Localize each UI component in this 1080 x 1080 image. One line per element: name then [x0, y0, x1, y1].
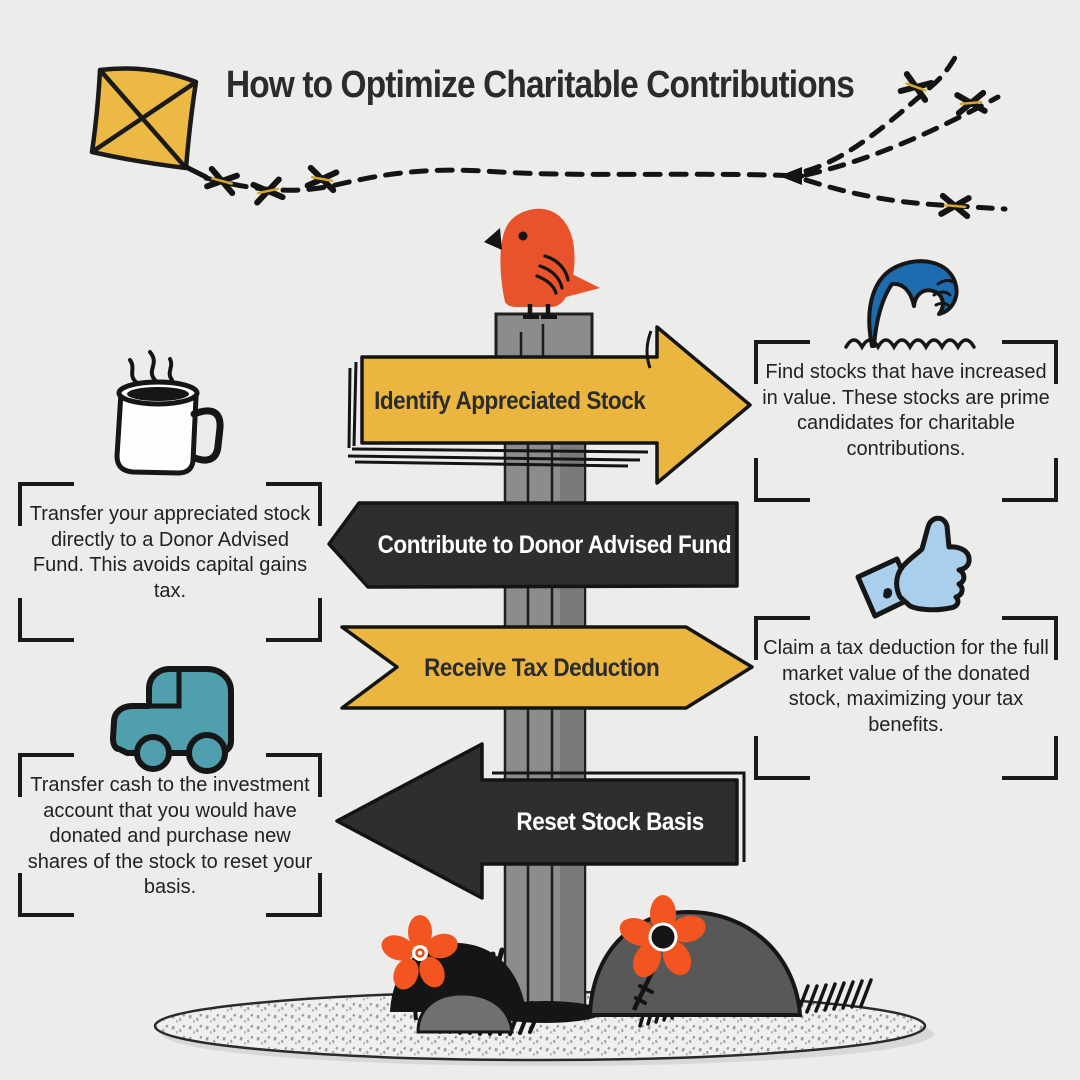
- bracket-corner: [1002, 736, 1058, 780]
- note-transfer-cash: [18, 753, 322, 917]
- sign-label-contribute-to-donor-advised-fund: [372, 502, 736, 588]
- sign-label-reset-stock-basis: [483, 779, 737, 865]
- sign-label-text: Reset Stock Basis: [516, 807, 704, 836]
- note-transfer-stock: [18, 482, 322, 642]
- kite-string: [206, 168, 802, 203]
- note-find-stocks: [754, 340, 1058, 502]
- coffee-mug-icon: [117, 352, 220, 473]
- bracket-corner: [1002, 458, 1058, 502]
- sign-label-text: Contribute to Donor Advised Fund: [377, 530, 731, 559]
- bracket-corner: [754, 736, 810, 780]
- note-claim-deduction: [754, 616, 1058, 780]
- note-text: Claim a tax deduction for the full market value of the donated stock, maximizing your tax benefits.: [763, 637, 1049, 736]
- rocks: [390, 912, 800, 1032]
- note-text: Transfer your appreciated stock directly to a Donor Advised Fund. This avoids capital gains tax.: [29, 503, 311, 602]
- bracket-corner: [754, 458, 810, 502]
- sign-label-text: Receive Tax Deduction: [424, 653, 660, 682]
- thumbs-up-icon: [858, 518, 969, 616]
- sign-label-receive-tax-deduction: [396, 626, 688, 710]
- wave-icon: [846, 261, 974, 347]
- sign-label-identify-appreciated-stock: [362, 357, 658, 445]
- page-title: How to Optimize Charitable Contributions: [225, 64, 855, 106]
- note-text: Transfer cash to the investment account that you would have donated and purchase new shares of the stock to reset your basis.: [27, 774, 313, 899]
- bracket-corner: [18, 598, 74, 642]
- bird-icon: [484, 209, 600, 318]
- bracket-corner: [266, 598, 322, 642]
- note-text: Find stocks that have increased in value. These stocks are prime candidates for charitable contributions.: [762, 361, 1050, 460]
- sign-label-text: Identify Appreciated Stock: [374, 386, 646, 415]
